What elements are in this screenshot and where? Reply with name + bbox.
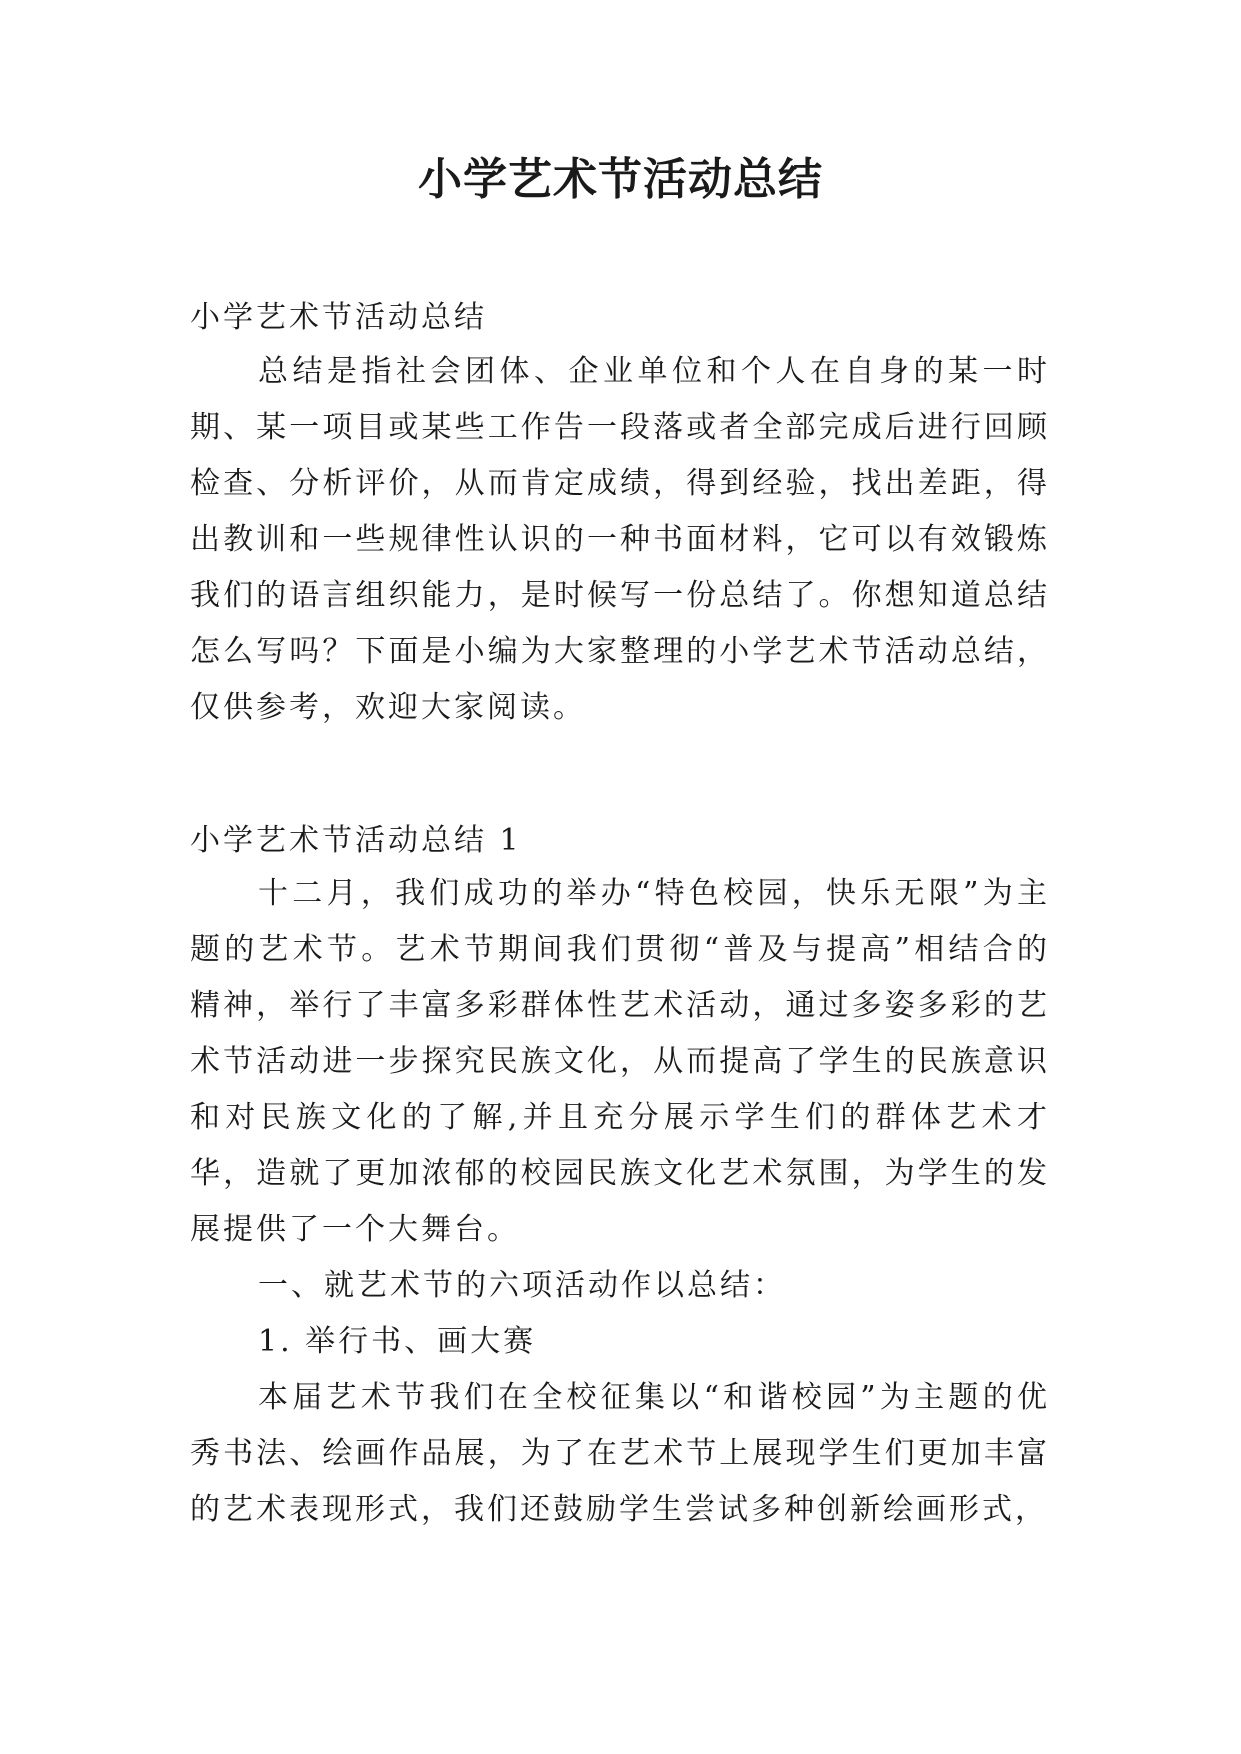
document-title: 小学艺术节活动总结 (418, 154, 823, 205)
intro-paragraph: 总结是指社会团体、企业单位和个人在自身的某一时期、某一项目或某些工作告一段落或者全部完成后进行回顾检查、分析评价，从而肯定成绩，得到经验，找出差距，得出教训和一些规律性认识的一种书面材料，它可以有效锻炼我们的语言组织能力，是时候写一份总结了。你想知道总结怎么写吗？下面是小编为大家整理的小学艺术节活动总结，仅供参考，欢迎大家阅读。 (190, 354, 1050, 725)
intro-section (190, 344, 1050, 736)
section-paragraph-4: 本届艺术节我们在全校征集以“和谐校园”为主题的优秀书法、绘画作品展，为了在艺术节上展现学生们更加丰富的艺术表现形式，我们还鼓励学生尝试多种创新绘画形式， (190, 1380, 1050, 1527)
subtitle: 小学艺术节活动总结 (190, 300, 487, 335)
section-heading: 小学艺术节活动总结 1 (190, 823, 522, 858)
section-paragraph-2: 一、就艺术节的六项活动作以总结： (258, 1268, 786, 1303)
section-body (190, 866, 1050, 1538)
section-paragraph-1: 十二月，我们成功的举办“特色校园，快乐无限”为主题的艺术节。艺术节期间我们贯彻“普及与提高”相结合的精神，举行了丰富多彩群体性艺术活动，通过多姿多彩的艺术节活动进一步探究民族文化，从而提高了学生的民族意识和对民族文化的了解,并且充分展示学生们的群体艺术才华，造就了更加浓郁的校园民族文化艺术氛围，为学生的发展提供了一个大舞台。 (190, 876, 1050, 1247)
section-paragraph-3: 1. 举行书、画大赛 (258, 1324, 537, 1359)
